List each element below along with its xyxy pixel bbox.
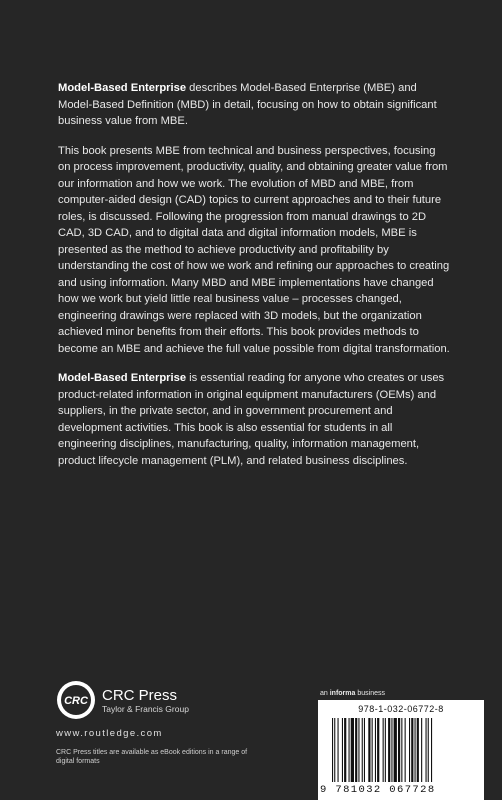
blurb-paragraph-1 bbox=[58, 80, 450, 130]
blurb-paragraph-3 bbox=[58, 370, 450, 469]
barcode-bar bbox=[409, 718, 410, 782]
barcode-bar bbox=[355, 718, 357, 782]
barcode-bar bbox=[388, 718, 390, 782]
barcode-bar bbox=[358, 718, 359, 782]
barcode-bar bbox=[372, 718, 373, 782]
blurb-paragraph-1-text: describes Model-Based Enterprise (MBE) and Model-Based Definition (MBD) in detail, focusing on how to obtain significant business value from MBE. bbox=[58, 82, 437, 127]
barcode-bar bbox=[428, 718, 429, 782]
barcode-bar bbox=[385, 718, 386, 782]
publisher-logo-row bbox=[56, 680, 276, 720]
press-text bbox=[102, 687, 189, 714]
barcode-digits: 9 781032 067728 bbox=[320, 784, 436, 796]
barcode-bar bbox=[351, 718, 354, 782]
barcode-bar bbox=[342, 718, 343, 782]
barcode-bar bbox=[344, 718, 346, 782]
barcode-box bbox=[318, 700, 484, 800]
barcode-bar bbox=[421, 718, 422, 782]
barcode-bar bbox=[417, 718, 419, 782]
isbn-text: 978-1-032-06772-8 bbox=[358, 704, 444, 714]
barcode-bar bbox=[415, 718, 416, 782]
blurb-paragraph-3-text: is essential reading for anyone who creates or uses product-related information in original equipment manufacturers (OEMs) and suppliers, in the private sector, and in government procurement and development activities. This book is also essential for students in all engineering disciplines, manufacturing, quality, information management, product lifecycle management (PLM), and related business disciplines. bbox=[58, 372, 445, 467]
barcode-bar bbox=[334, 718, 335, 782]
informa-suffix: business bbox=[355, 690, 385, 697]
barcode-bar bbox=[368, 718, 370, 782]
informa-bold: informa bbox=[329, 690, 356, 697]
barcode-bar bbox=[398, 718, 400, 782]
blurb-paragraph-2: This book presents MBE from technical and business perspectives, focusing on process improvement, productivity, quality, and obtaining greater value from our information and how we work. The evolution of MBD and MBE, from computer-aided design (CAD) topics to current approaches and to their future roles, is discussed. Following the progression from manual drawings to 2D CAD, 3D CAD, and to digital data and digital information models, MBE is presented as the method to achieve productivity and profitability by understanding the cost of how we work and refining our approaches to creating and using information. Many MBD and MBE implementations have changed how we work but yield little real business value – processes changed, engineering drawings were replaced with 3D models, but the organization achieved minor benefits from their efforts. This book provides methods to become an MBE and achieve the full value possible from digital transformation. bbox=[58, 144, 450, 355]
publisher-website: www.routledge.com bbox=[56, 728, 163, 739]
barcode-bar bbox=[338, 718, 339, 782]
barcode-bar bbox=[377, 718, 379, 782]
informa-prefix: an bbox=[320, 690, 330, 697]
crc-logo bbox=[56, 680, 96, 720]
barcode-bar bbox=[411, 718, 413, 782]
barcode-area bbox=[318, 688, 486, 800]
informa-business-label bbox=[320, 688, 486, 700]
barcode-bar bbox=[362, 718, 363, 782]
barcode-bar bbox=[391, 718, 392, 782]
blurb-text bbox=[58, 80, 450, 482]
publisher-block bbox=[56, 680, 276, 766]
barcode-bars bbox=[332, 718, 472, 782]
book-title-bold: Model-Based Enterprise bbox=[58, 82, 187, 94]
barcode-bar bbox=[394, 718, 397, 782]
barcode-bar bbox=[431, 718, 432, 782]
book-title-bold: Model-Based Enterprise bbox=[58, 372, 187, 384]
barcode-bar bbox=[426, 718, 427, 782]
barcode-bar bbox=[375, 718, 376, 782]
publisher-group: Taylor & Francis Group bbox=[102, 703, 189, 714]
barcode-bar bbox=[332, 718, 333, 782]
barcode-bar bbox=[349, 718, 350, 782]
crc-logo-text: CRC bbox=[64, 695, 88, 707]
barcode-bar bbox=[364, 718, 365, 782]
ebook-note: CRC Press titles are available as eBook editions in a range of digital formats bbox=[56, 749, 248, 765]
barcode-bar bbox=[383, 718, 384, 782]
publisher-name: CRC Press bbox=[102, 686, 178, 704]
barcode-bar bbox=[401, 718, 402, 782]
barcode-bar bbox=[405, 718, 406, 782]
